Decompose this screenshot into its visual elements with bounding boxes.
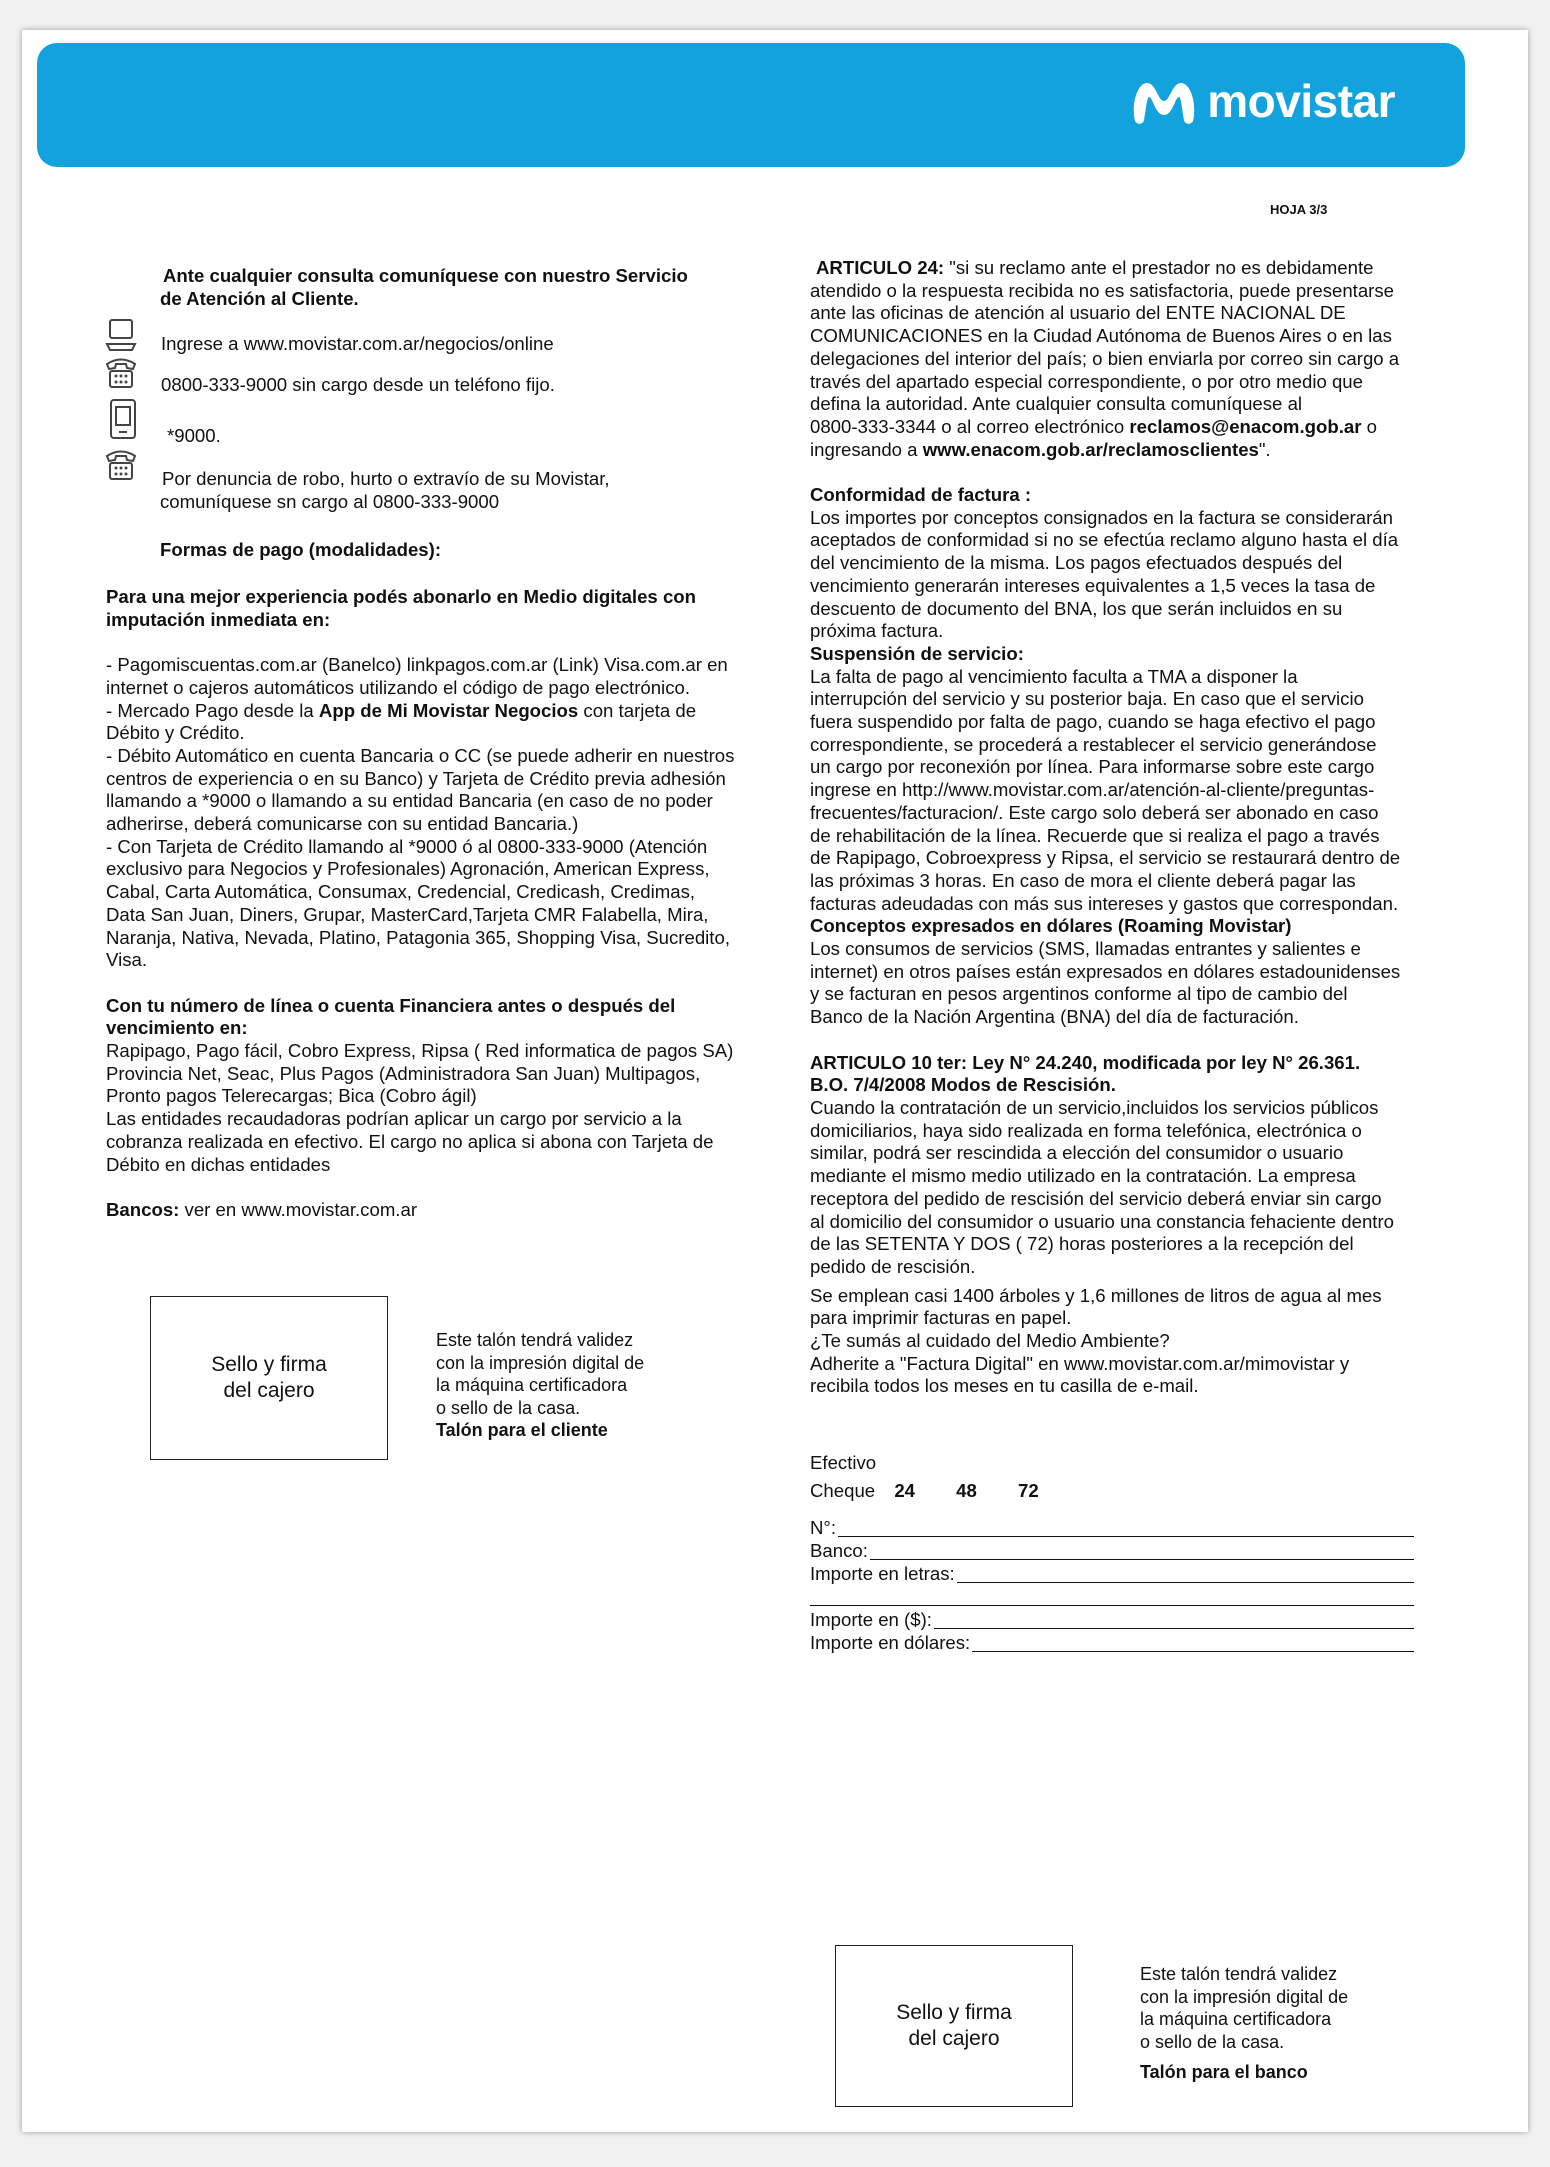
importe-pesos-field[interactable]: Importe en ($): <box>810 1609 1414 1632</box>
contact-mobile: *9000. <box>167 425 221 446</box>
formas-title: Formas de pago (modalidades): <box>160 539 442 560</box>
nro-field[interactable]: N°: <box>810 1517 1414 1540</box>
telephone-icon <box>104 356 138 390</box>
cheque-option[interactable]: 24 <box>894 1480 915 1501</box>
talon-bank-note: Este talón tendrá validez con la impresión digital de la máquina certificadora o sello de la casa. Talón para el banco <box>1140 1964 1349 2083</box>
bancos-label: Bancos: <box>106 1198 180 1220</box>
contact-web: Ingrese a www.movistar.com.ar/negocios/online <box>161 333 554 354</box>
talon-client-note: Este talón tendrá validez con la impresión digital de la máquina certificadora o sello de la casa. Talón para el cliente <box>436 1330 645 1441</box>
cheque-option[interactable]: 48 <box>956 1480 977 1501</box>
legal-section: ARTICULO 24: "si su reclamo ante el prestador no es debidamente atendido o la respuesta recibida no es satisfactoria, puede presentarse ante las oficinas de atención al usuario del ENTE NACIONAL DE COMUNICACIONES en la Ciudad Autónoma de Buenos Aires o en las delegaciones del interior del país; o bien enviarla por correo sin cargo a través del apartado especial correspondiente, o por otro medio que defina la autoridad. Ante cualquier consulta comuníquese al 0800-333-3344 o al correo electrónico reclamos@enacom.gob.ar o ingresando a www.enacom.gob.ar/reclamosclientes". Conformidad de factura : Los importes por conceptos consignados en la factura se considerarán aceptados de conformidad si no se efectúa reclamo alguno hasta el día del vencimiento de la misma. Los pagos efectuados después del vencimiento generarán intereses equivalentes a 1,5 veces la tasa de descuento de documento del BNA, los que serán incluidos en su próxima factura. Suspensión de servicio: La falta de pago al vencimiento faculta a TMA a disponer la interrupción del servicio y su posterior baja. En caso que el servicio fuera suspendido por falta de pago, cuando se haga efectivo el pago correspondiente, se procederá a restablecer el servicio generándose un cargo por reconexión por línea. Para informarse sobre este cargo ingrese en http://www.movistar.com.ar/atención-al-cliente/preguntas- frecuentes/facturacion/. Este cargo solo deberá ser abonado en caso de rehabilitación de la línea. Recuerde que si realiza el pago a través de Rapipago, Cobroexpress y Ripsa, el servicio se restaurará dentro de las próximas 3 horas. En caso de mora el cliente deberá pagar las facturas adeudadas con más sus intereses y gastos que correspondan. Conceptos expresados en dólares (Roaming Movistar) Los consumos de servicios (SMS, llamadas entrantes y salientes e internet) en otros países están expresados en dólares estadounidenses y se facturan en pesos argentinos conforme al tipo de cambio del Banco de la Nación Argentina (BNA) del día de facturación. ARTICULO 10 ter: Ley N° 24.240, modificada por ley N° 26.361. B.O. 7/4/2008 Modos de Rescisión. Cuando la contratación de un servicio,incluidos los servicios públicos domiciliarios, haya sido realizada en forma telefónica, electrónica o similar, podrá ser rescindida a elección del consumidor o usuario mediante el mismo medio utilizado en la contratación. La empresa receptora del pedido de rescisión del servicio deberá enviar sin cargo al domicilio del consumidor o usuario una constancia fehaciente dentro de las SETENTA Y DOS ( 72) horas posteriores a la recepción del pedido de rescisión. Se emplean casi 1400 árboles y 1,6 millones de litros de agua al mes para imprimir facturas en papel. ¿Te sumás al cuidado del Medio Ambiente? Adherite a "Factura Digital" en www.movistar.com.ar/mimovistar y recibila todos los meses en tu casilla de e-mail. <box>810 257 1460 1398</box>
stamp-box-bank: Sello y firma del cajero <box>835 1945 1073 2107</box>
importe-dolares-field[interactable]: Importe en dólares: <box>810 1632 1414 1655</box>
cheque-option[interactable]: 72 <box>1018 1480 1039 1501</box>
stamp-box-client: Sello y firma del cajero <box>150 1296 388 1460</box>
payment-methods: Para una mejor experiencia podés abonarlo en Medio digitales con imputación inmediata en: - Pagomiscuentas.com.ar (Banelco) linkpagos.com.ar (Link) Visa.com.ar en internet o cajeros automáticos utilizando el código de pago electrónico. - Mercado Pago desde la App de Mi Movistar Negocios con tarjeta de Débito y Crédito. - Débito Automático en cuenta Bancaria o CC (se puede adherir en nuestros centros de experiencia o en su Banco) y Tarjeta de Crédito previa adhesión llamando a *9000 o llamando a su entidad Bancaria (en caso de no poder adherirse, deberá comunicarse con su entidad Bancaria.) - Con Tarjeta de Crédito llamando al *9000 ó al 0800-333-9000 (Atención exclusivo para Negocios y Profesionales) Agronación, American Express, Cabal, Carta Automática, Consumax, Credencial, Credicash, Credimas, Data San Juan, Diners, Grupar, MasterCard,Tarjeta CMR Falabella, Mira, Naranja, Nativa, Nevada, Platino, Patagonia 365, Shopping Visa, Sucredito, Visa. Con tu número de línea o cuenta Financiera antes o después del vencimiento en: Rapipago, Pago fácil, Cobro Express, Ripsa ( Red informatica de pagos SA) Provincia Net, Seac, Plus Pagos (Administradora San Juan) Multipagos, Pronto pagos Telerecargas; Bica (Cobro ágil) Las entidades recaudadoras podrían aplicar un cargo por servicio a la cobranza realizada en efectivo. El cargo no aplica si abona con Tarjeta de Débito en dichas entidades Bancos: ver en www.movistar.com.ar <box>106 586 735 1220</box>
brand-name: movistar <box>1207 75 1395 127</box>
brand-header <box>37 43 1465 167</box>
contact-title: de Atención al Cliente. <box>160 287 359 309</box>
mobile-phone-icon <box>106 398 140 440</box>
talon-bank-label: Talón para el banco <box>1140 2062 1308 2083</box>
cheque-row: Cheque 24 48 72 <box>810 1480 1039 1501</box>
usd-title: Conceptos expresados en dólares (Roaming Movistar) <box>810 915 1292 937</box>
contact-section <box>160 265 780 310</box>
contact-title: Ante cualquier consulta comuníquese con nuestro Servicio <box>163 265 688 286</box>
conformidad-title: Conformidad de factura : <box>810 484 1032 506</box>
payment-fields <box>810 1517 1414 1655</box>
talon-client-label: Talón para el cliente <box>436 1420 608 1441</box>
efectivo-label: Efectivo <box>810 1452 877 1473</box>
computer-icon <box>104 318 138 352</box>
importe-letras-continuation[interactable] <box>810 1586 1414 1609</box>
telephone-icon <box>104 448 138 482</box>
banco-field[interactable]: Banco: <box>810 1540 1414 1563</box>
page-number: HOJA 3/3 <box>1270 202 1328 217</box>
suspension-title: Suspensión de servicio: <box>810 642 1024 664</box>
importe-letras-field[interactable]: Importe en letras: <box>810 1563 1414 1586</box>
article-10-title: ARTICULO 10 ter: Ley N° 24.240, modificada por ley N° 26.361. <box>810 1051 1361 1073</box>
article-24-label: ARTICULO 24: <box>816 257 945 278</box>
movistar-m-icon <box>1129 75 1199 127</box>
movistar-logo <box>1129 69 1395 133</box>
contact-theft: Por denuncia de robo, hurto o extravío de su Movistar, comuníquese sn cargo al 0800-333-9000 <box>160 468 610 512</box>
contact-phone: 0800-333-9000 sin cargo desde un teléfono fijo. <box>161 374 555 395</box>
